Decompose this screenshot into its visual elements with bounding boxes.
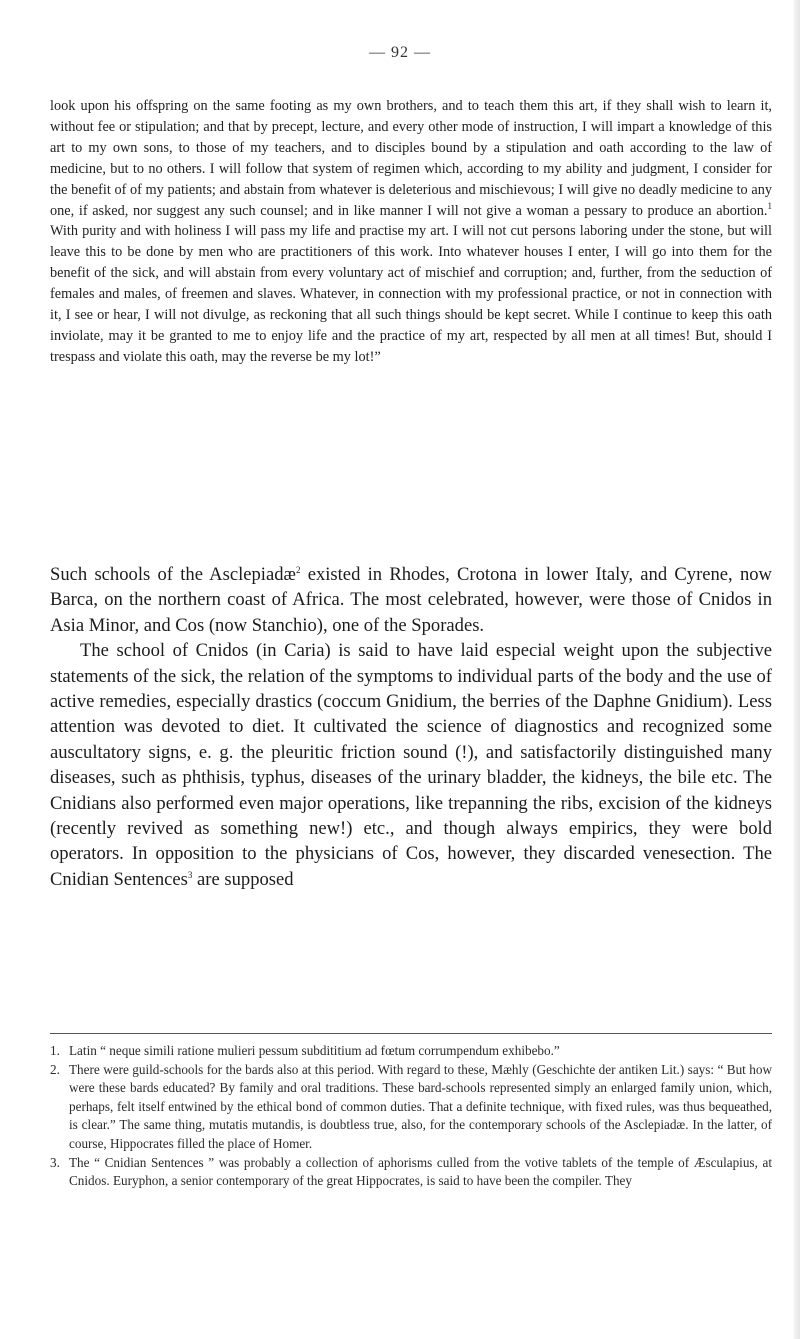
footnote-ref-1: 1 <box>767 200 772 211</box>
footnote-text: There were guild-schools for the bards also at this period. With regard to these, Mæhly (Geschichte der antiken Lit.) says: “ But how were these bards educated? By family and oral traditions. These bard-schools represented simply an enlarged family union, which, perhaps, felt itself entwined by the ethical bond of common duties. That a definite technique, with fixed rules, was thus bequeathed, is clear.” The same thing, mutatis mutandis, is doubtless true, also, for the contemporary schools of the Asclepiadæ. In the latter, of course, Hippocrates filled the place of Homer. <box>69 1061 772 1151</box>
footnote-number: 3. <box>50 1154 60 1170</box>
page-number: — 92 — <box>369 44 431 61</box>
paragraph-2-text-b: are supposed <box>192 868 294 890</box>
footnote-number: 2. <box>50 1061 60 1077</box>
footnote-separator <box>50 1033 772 1034</box>
oath-quotation <box>50 96 772 368</box>
footnote-ref-3: 3 <box>187 869 193 880</box>
footnote-ref-2: 2 <box>295 564 301 575</box>
paragraph-asclepiadae-schools <box>50 562 772 638</box>
paragraph-1-text-b: existed in Rhodes, Crotona in lower Italy, and Cyrene, now Barca, on the northern coast of Africa. The most celebrated, however, were those of Cnidos in Asia Minor, and Cos (now Stanchio), one of the Sporades. <box>50 564 772 636</box>
footnote-number: 1. <box>50 1043 60 1058</box>
footnotes <box>50 1042 772 1191</box>
paragraph-2-text-a: The school of Cnidos (in Caria) is said to have laid especial weight upon the subjective statements of the sick, the relation of the symptoms to individual parts of the body and the use of active remedies, especially drastics (coccum Gnidium, the berries of the Daphne Gnidium). Less attention was devoted to diet. It cultivated the science of diagnostics and recognized some auscultatory signs, e. g. the pleuritic friction sound (!), and satisfactorily distinguished many diseases, such as phthisis, typhus, diseases of the urinary bladder, the kidneys, the bile etc. The Cnidians also performed even major operations, like trepanning the ribs, excision of the kidneys (recently revived as something new!) etc., and though always empirics, they were bold operators. In opposition to the physicians of Cos, however, they discarded venesection. The Cnidian Sentences <box>50 640 772 890</box>
footnote-2 <box>50 1061 772 1154</box>
oath-text-part-2: With purity and with holiness I will pass my life and practise my art. I will not cut persons laboring under the stone, but will leave this to be done by men who are practitioners of this work. Into whatever houses I enter, I will go into them for the benefit of the sick, and will abstain from every voluntary act of mischief and corruption; and, further, from the seduction of females and males, of freemen and slaves. Whatever, in connection with my professional practice, or not in connection with it, I see or hear, I will not divulge, as reckoning that all such things should be kept secret. While I continue to keep this oath inviolate, may it be granted to me to enjoy life and the practice of my art, respected by all men at all times! But, should I trespass and violate this oath, may the reverse be my lot!” <box>50 223 772 365</box>
footnote-text: Latin “ neque simili ratione mulieri pessum subdititium ad fœtum corrumpendum exhibebo.” <box>69 1043 560 1058</box>
paragraph-1-text-a: Such schools of the Asclepiadæ <box>50 564 296 585</box>
main-text <box>50 562 772 892</box>
paragraph-cnidos-school <box>50 638 772 892</box>
footnote-1 <box>50 1042 772 1061</box>
footnote-3 <box>50 1154 772 1191</box>
page-edge-shadow <box>794 0 800 1339</box>
footnote-text: The “ Cnidian Sentences ” was probably a collection of aphorisms culled from the votive tablets of the temple of Æsculapius, at Cnidos. Euryphon, a senior contemporary of the great Hippocrates, is said to have been the compiler. They <box>69 1154 772 1189</box>
oath-text-part-1: look upon his offspring on the same footing as my own brothers, and to teach them this art, if they shall wish to learn it, without fee or stipulation; and that by precept, lecture, and every other mode of instruction, I will impart a knowledge of this art to my own sons, to those of my teachers, and to disciples bound by a stipulation and oath according to the law of medicine, but to no others. I will follow that system of regimen which, according to my ability and judgment, I consider for the benefit of of my patients; and abstain from whatever is deleterious and mischievous; I will give no deadly medicine to any one, if asked, nor suggest any such counsel; and in like manner I will not give a woman a pessary to produce an abortion. <box>50 98 772 219</box>
